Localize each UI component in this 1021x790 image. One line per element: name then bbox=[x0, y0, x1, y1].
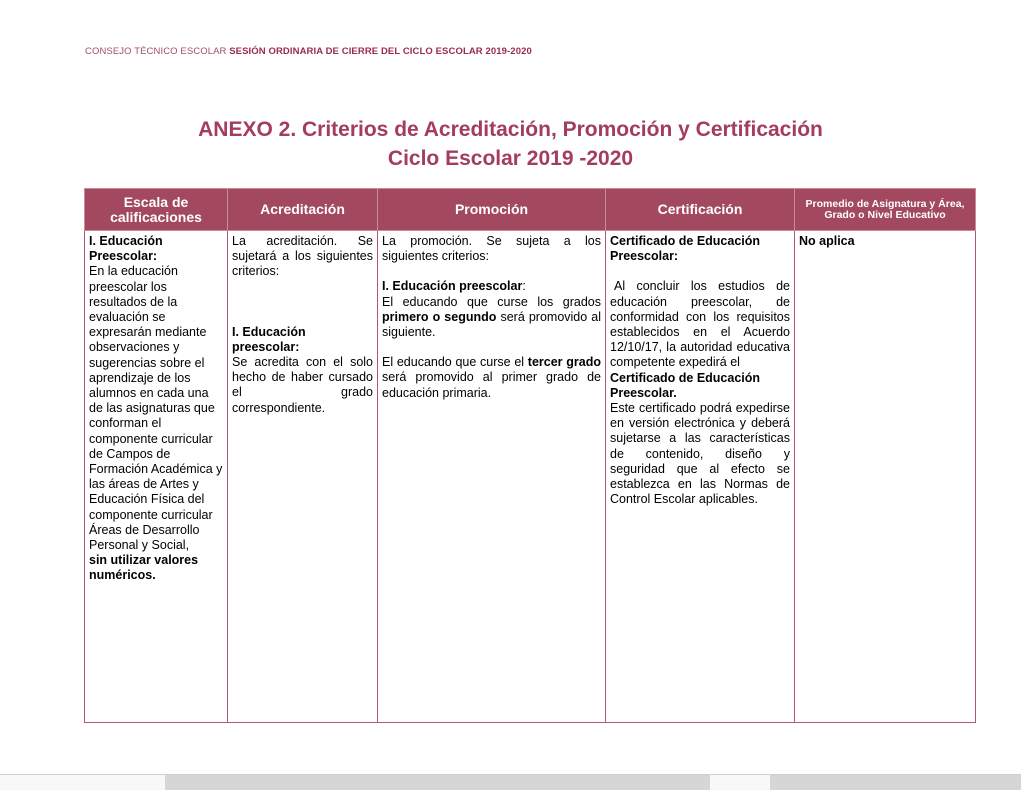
certificacion-p2: Este certificado podrá expedirse en versión electrónica y deberá sujetarse a las características de contenido, diseño y seguridad que al efecto se establezca en las Normas de Control Escolar aplicables. bbox=[610, 401, 790, 507]
acreditacion-intro: La acreditación. Se sujetará a los siguientes criterios: bbox=[232, 234, 373, 279]
col-header-escala: Escala de calificaciones bbox=[85, 189, 228, 231]
escala-heading: I. Educación Preescolar: bbox=[89, 234, 163, 264]
page-subtitle: Ciclo Escolar 2019 -2020 bbox=[387, 147, 634, 170]
promocion-p2: El educando que curse el tercer grado será promovido al primer grado de educación primaria. bbox=[382, 355, 601, 400]
promocion-heading-line: I. Educación preescolar: bbox=[382, 279, 526, 294]
header-session: SESIÓN ORDINARIA DE CIERRE DEL CICLO ESCOLAR 2019-2020 bbox=[229, 46, 532, 57]
certificacion-heading: Certificado de Educación Preescolar: bbox=[610, 234, 761, 264]
cell-acreditacion bbox=[228, 231, 378, 723]
viewer-bottom-bar bbox=[0, 774, 1021, 790]
certificacion-p1-bold: Certificado de Educación Preescolar. bbox=[610, 370, 761, 400]
certificacion-p1: Al concluir los estudios de educación preescolar, de conformidad con los requisitos establecidos en el Acuerdo 12/10/17, la autoridad educativa competente expedirá el bbox=[610, 279, 790, 370]
promocion-intro: La promoción. Se sujeta a los siguientes criterios: bbox=[382, 234, 601, 264]
col-header-promedio: Promedio de Asignatura y Área, Grado o Nivel Educativo bbox=[795, 189, 976, 231]
promocion-heading: I. Educación preescolar bbox=[382, 279, 523, 294]
acreditacion-heading: I. Educación preescolar: bbox=[232, 324, 306, 354]
header-org: CONSEJO TÉCNICO ESCOLAR bbox=[85, 46, 230, 57]
criteria-table bbox=[84, 188, 976, 723]
escala-text: En la educación preescolar los resultados de la evaluación se expresarán mediante observaciones y sugerencias sobre el aprendizaje de los alumnos en cada una de las asignaturas que conforman el componente curricular de Campos de Formación Académica y las áreas de Artes y Educación Física del componente curricular Áreas de Desarrollo Personal y Social, bbox=[89, 264, 223, 553]
col-header-certificacion: Certificación bbox=[606, 189, 795, 231]
table-row bbox=[85, 231, 976, 723]
col-header-acreditacion: Acreditación bbox=[228, 189, 378, 231]
horizontal-scrollbar[interactable] bbox=[165, 775, 710, 790]
acreditacion-text: Se acredita con el solo hecho de haber cursado el grado correspondiente. bbox=[232, 355, 373, 415]
col-header-promocion: Promoción bbox=[378, 189, 606, 231]
cell-escala bbox=[85, 231, 228, 723]
table-header-row bbox=[85, 189, 976, 231]
cell-promedio bbox=[795, 231, 976, 723]
promocion-p1: El educando que curse los grados primero o segundo será promovido al siguiente. bbox=[382, 294, 601, 340]
cell-certificacion bbox=[606, 231, 795, 723]
document-header bbox=[85, 46, 532, 57]
cell-promocion bbox=[378, 231, 606, 723]
page-title: ANEXO 2. Criterios de Acreditación, Promoción y Certificación bbox=[198, 118, 823, 141]
promedio-value: No aplica bbox=[799, 234, 855, 248]
escala-bold-end: sin utilizar valores numéricos. bbox=[89, 553, 199, 583]
